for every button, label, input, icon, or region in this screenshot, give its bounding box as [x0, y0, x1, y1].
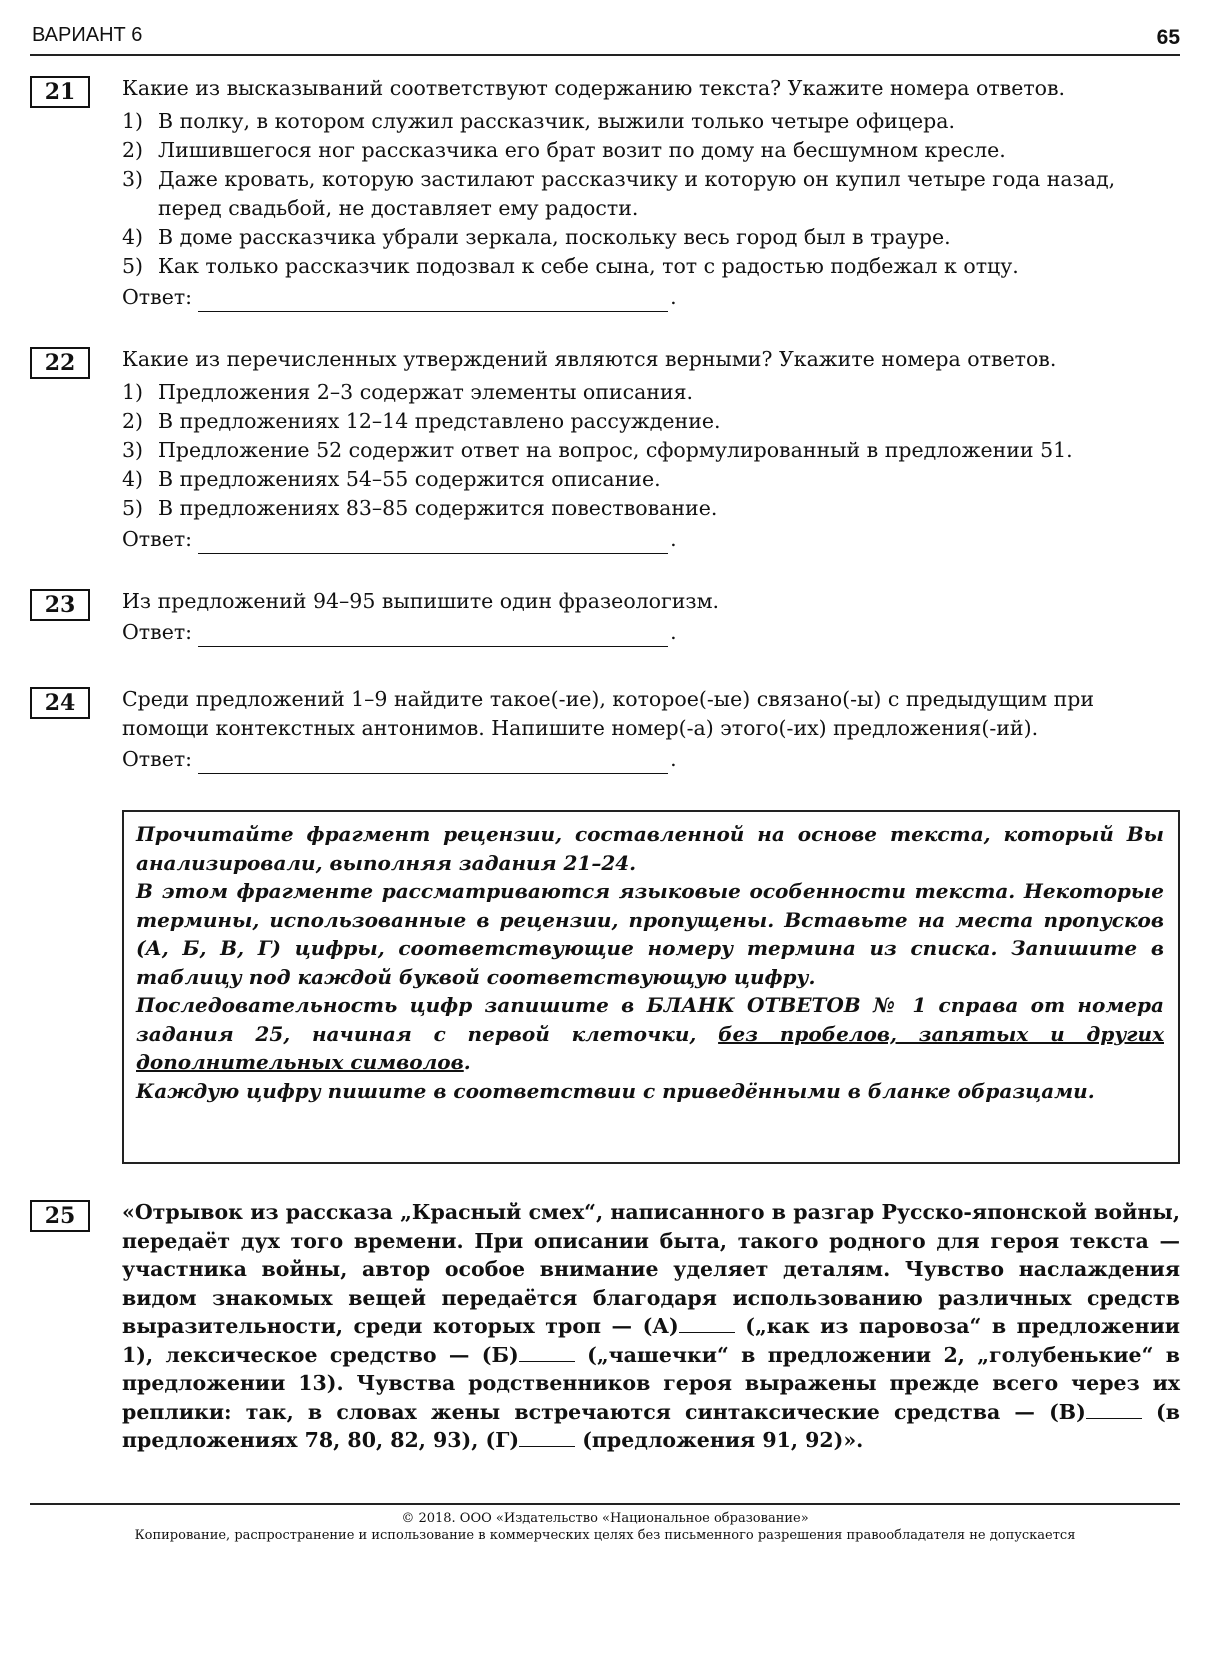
option-item: 5) В предложениях 83–85 содержится повествование. [122, 496, 718, 520]
option-item: 4) В доме рассказчика убрали зеркала, поскольку весь город был в трауре. [122, 225, 951, 249]
copyright-line: © 2018. ООО «Издательство «Национальное образование» [401, 1511, 809, 1526]
blank-b[interactable] [519, 1343, 575, 1362]
underlined-instruction: без пробелов, запятых и других дополнительных символов [136, 1021, 1164, 1074]
instruction-paragraph: Каждую цифру пишите в соответствии с приведёнными в бланке образцами. [136, 1078, 1095, 1103]
answer-label: Ответ: [122, 747, 193, 771]
blank-v[interactable] [1086, 1400, 1142, 1419]
task-22 [30, 345, 1180, 554]
options-list [122, 107, 1180, 281]
task-23 [30, 587, 1180, 647]
blank-g[interactable] [519, 1428, 575, 1447]
option-item: 2) В предложениях 12–14 представлено рассуждение. [122, 409, 721, 433]
instruction-paragraph: Прочитайте фрагмент рецензии, составленной на основе текста, который Вы анализировали, выполняя задания 21–24. [136, 822, 1164, 875]
task-25 [30, 1198, 1180, 1455]
option-item: 1) В полку, в котором служил рассказчик, выжили только четыре офицера. [122, 109, 956, 133]
task-21 [30, 74, 1180, 312]
answer-label: Ответ: [122, 620, 193, 644]
copyright-notice: Копирование, распространение и использование в коммерческих целях без письменного разрешения правообладателя не допускается [134, 1528, 1076, 1543]
task-number-box: 24 [30, 687, 90, 719]
page-footer [30, 1503, 1180, 1544]
instruction-paragraph: Последовательность цифр запишите в БЛАНК ОТВЕТОВ № 1 справа от номера задания 25, начиная с первой клеточки, без пробелов, запятых и других дополнительных символов. [136, 993, 1164, 1074]
option-item: 5) Как только рассказчик подозвал к себе сына, тот с радостью подбежал к отцу. [122, 254, 1019, 278]
task-question: Из предложений 94–95 выпишите один фразеологизм. [122, 589, 720, 613]
answer-field[interactable] [198, 531, 668, 554]
task-number-box: 22 [30, 347, 90, 379]
task-24 [30, 685, 1180, 774]
instruction-box [122, 810, 1180, 1164]
task-number-box: 21 [30, 76, 90, 108]
answer-field[interactable] [198, 751, 668, 774]
page-number: 65 [1156, 26, 1180, 49]
answer-label: Ответ: [122, 527, 193, 551]
option-item: 4) В предложениях 54–55 содержится описание. [122, 467, 661, 491]
answer-field[interactable] [198, 289, 668, 312]
answer-label: Ответ: [122, 285, 193, 309]
answer-row: Ответ: . [122, 618, 1180, 647]
task-question: Какие из перечисленных утверждений являются верными? Укажите номера ответов. [122, 347, 1057, 371]
answer-row: Ответ: . [122, 283, 1180, 312]
task-question: Какие из высказываний соответствуют содержанию текста? Укажите номера ответов. [122, 76, 1066, 100]
task-number-box: 25 [30, 1200, 90, 1232]
task-number-box: 23 [30, 589, 90, 621]
answer-row: Ответ: . [122, 745, 1180, 774]
option-item: 3) Даже кровать, которую застилают рассказчику и которую он купил четыре года назад, перед свадьбой, не доставляет ему радости. [122, 167, 1116, 220]
page-header [30, 22, 1180, 56]
answer-row: Ответ: . [122, 525, 1180, 554]
instruction-paragraph: В этом фрагменте рассматриваются языковые особенности текста. Некоторые термины, использованные в рецензии, пропущены. Вставьте на места пропусков (А, Б, В, Г) цифры, соответствующие номеру термина из списка. Запишите в таблицу под каждой буквой соответствующую цифру. [136, 879, 1164, 989]
options-list [122, 378, 1180, 523]
blank-a[interactable] [679, 1314, 735, 1333]
option-item: 1) Предложения 2–3 содержат элементы описания. [122, 380, 694, 404]
option-item: 2) Лишившегося ног рассказчика его брат возит по дому на бесшумном кресле. [122, 138, 1006, 162]
review-fragment: «Отрывок из рассказа „Красный смех“, написанного в разгар Русско-японской войны, передаёт дух того времени. При описании быта, такого родного для героя текста — участника войны, автор особое внимание уделяет деталям. Чувство наслаждения видом знакомых вещей передаётся благодаря использованию различных средств выразительности, среди которых троп — (А) („как из паровоза“ в предложении 1), лексическое средство — (Б) („чашечки“ в предложении 2, „голубенькие“ в предложении 13). Чувства родственников героя выражены прежде всего через их реплики: так, в словах жены встречаются синтаксические средства — (В) (в предложениях 78, 80, 82, 93), (Г) (предложения 91, 92)». [122, 1200, 1181, 1452]
variant-label: ВАРИАНТ 6 [32, 24, 143, 46]
answer-field[interactable] [198, 624, 668, 647]
option-item: 3) Предложение 52 содержит ответ на вопрос, сформулированный в предложении 51. [122, 438, 1073, 462]
task-question: Среди предложений 1–9 найдите такое(-ие), которое(-ые) связано(-ы) с предыдущим при помощи контекстных антонимов. Напишите номер(-а) этого(-их) предложения(-ий). [122, 687, 1095, 740]
